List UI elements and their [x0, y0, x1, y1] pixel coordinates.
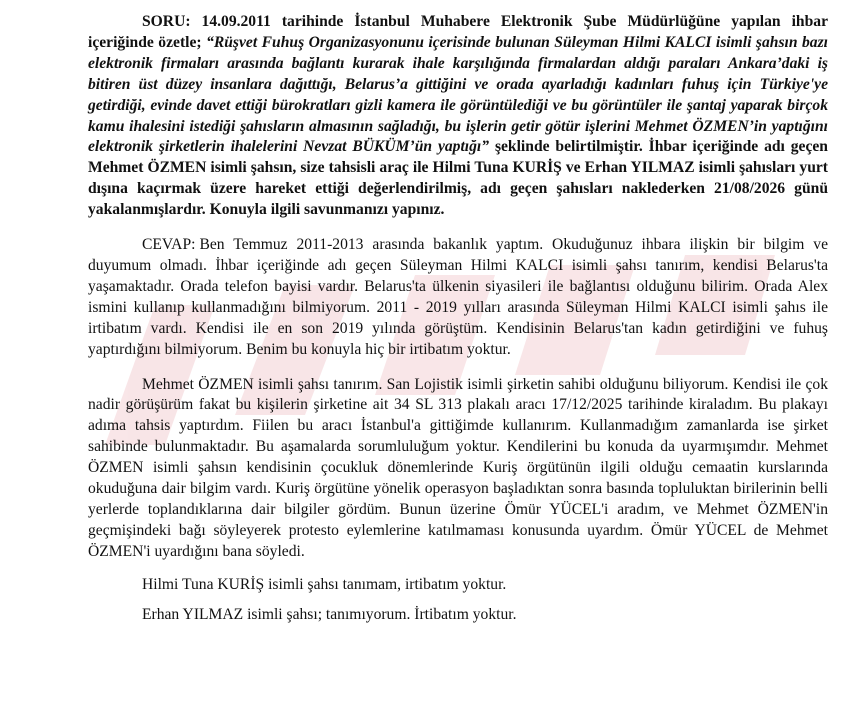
answer-text-4: Erhan YILMAZ isimli şahsı; tanımıyorum. İrtibatım yoktur.	[142, 605, 517, 623]
question-tail: şeklinde belirtilmiştir. İhbar içeriğinde adı geçen Mehmet ÖZMEN isimli şahsın, size tahsisli araç ile Hilmi Tuna KURİŞ ve Erhan YILMAZ isimli şahısları yurt dışına kaçırmak üzere hareket ettiği değerlendirilmiş, adı geçen şahısları naklederken 21/08/2026 günü yakalanmışlardır. Konuyla ilgili savunmanızı yapınız.	[88, 138, 828, 219]
answer-paragraph-4	[88, 605, 828, 626]
answer-label: CEVAP:	[142, 236, 196, 254]
answer-paragraph-1	[88, 235, 828, 360]
question-quote: “Rüşvet Fuhuş Organizasyonunu içerisinde bulunan Süleyman Hilmi KALCI isimli şahsın bazı elektronik firmaları arasında bağlantı kurarak ihale karşılığında firmalardan aldığı paraları Ankara’daki iş bitiren üst düzey insanlara dağıttığı, Belarus’a gittiğini ve orada ayarladığı kadınları fuhuş için Türkiye'ye getirdiği, evinde davet ettiği bürokratları gizli kamera ile görüntülediği ve bu görüntüler ile şantaj yaparak birçok kamu ihalesini istediği şahısların almasının sağladığı, bu işlerin getir götür işlerini Mehmet ÖZMEN’in yaptığını elektronik şirketlerin ihalelerini Nevzat BÜKÜM’ün yaptığı”	[88, 33, 828, 156]
answer-text-1: Ben Temmuz 2011-2013 arasında bakanlık yaptım. Okuduğunuz ihbara ilişkin bir bilgim ve duyumum olmadı. İhbar içeriğinde adı geçen Süleyman Hilmi KALCI isimli şahsı tanırım, kendisi Belarus'ta yaşamaktadır. Orada telefon bayisi vardır. Belarus'ta ülkenin siyasileri ile bağlantısı olduğunu bilirim. Orada Alex ismini kullanıp kullanmadığını bilmiyorum. 2011 - 2019 yılları arasında Süleyman Hilmi KALCI isimli şahıs ile irtibatım vardı. Kendisi ile en son 2019 yılında görüştüm. Kendisinin Belarus'tan kadın getirdiğini ve fuhuş yaptırdığını bilmiyorum. Benim bu konuyla hiç bir irtibatım yoktur.	[88, 236, 828, 358]
answer-paragraph-3	[88, 575, 828, 596]
question-lead: SORU: 14.09.2011 tarihinde İstanbul Muhabere Elektronik Şube Müdürlüğüne yapılan ihbar içeriğinde özetle;	[88, 13, 828, 51]
answer-text-3: Hilmi Tuna KURİŞ isimli şahsı tanımam, irtibatım yoktur.	[142, 575, 507, 593]
document-page	[88, 12, 828, 625]
question-paragraph	[88, 12, 828, 221]
answer-paragraph-2	[88, 375, 828, 563]
answer-text-2: Mehmet ÖZMEN isimli şahsı tanırım. San Lojistik isimli şirketin sahibi olduğunu biliyorum. Kendisi ile çok nadir görüşürüm fakat bu kişilerin şirketine ait 34 SL 313 plakalı aracı 17/12/2025 tarihinde kiraladım. Bu plakayı adıma tahsis yaptırdım. Fiilen bu aracı İstanbul'a gittiğimde kullanırım. Kullanmadığım zamanlarda ise şirket sahibinde bulunmaktadır. Bu aşamalarda sorumluluğum yoktur. Kendilerini bu konuda da uyarmışımdır. Mehmet ÖZMEN isimli şahsın kendisinin çocukluk dönemlerinde Kuriş örgütünün ilgili olduğu cemaatin kurslarında okuduğuna dair bilgim vardı. Kuriş örgütüne yönelik operasyon başladıktan sonra basında topluluktan birilerinin belli yerlerde toplandıklarına dair bilgiler gördüm. Bunun üzerine Ömür YÜCEL'i aradım, ve Mehmet ÖZMEN'in geçmişindeki bağı söyleyerek protesto eylemlerine katılmaması konusunda uyardım. Ömür YÜCEL de Mehmet ÖZMEN'i uyardığını bana söyledi.	[88, 375, 828, 560]
